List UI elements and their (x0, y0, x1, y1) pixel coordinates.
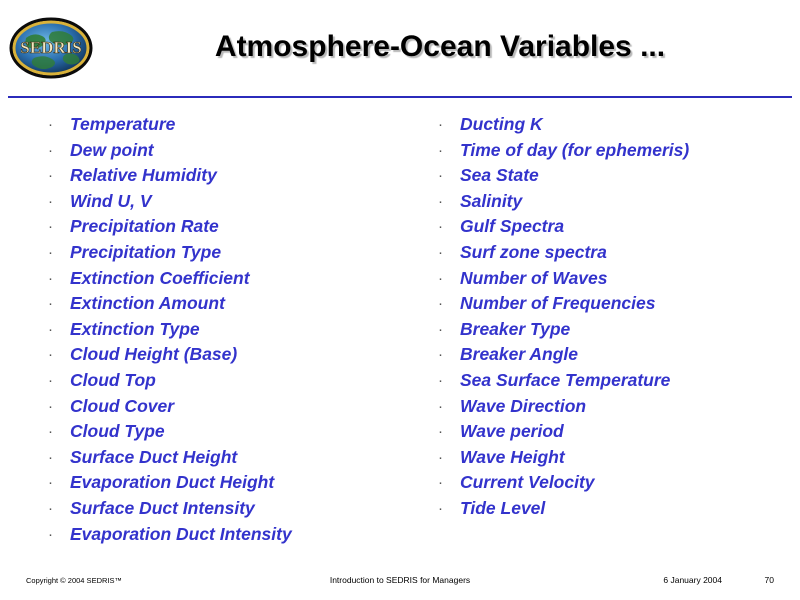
list-item-label: Evaporation Duct Height (70, 472, 275, 493)
list-item-label: Salinity (460, 190, 523, 211)
bullet-icon: · (438, 397, 443, 415)
list-item (430, 240, 790, 266)
bullet-icon: · (48, 499, 53, 517)
list-item-label: Breaker Type (460, 318, 571, 339)
right-bullet-list (430, 112, 790, 522)
bullet-icon: · (48, 141, 53, 159)
list-item-label: Temperature (70, 114, 176, 134)
bullet-icon: · (48, 243, 53, 261)
list-item-label: Precipitation Rate (70, 216, 219, 237)
list-item-label: Ducting K (460, 114, 543, 134)
bullet-icon: · (438, 141, 443, 159)
slide-footer (0, 570, 800, 600)
list-item (430, 368, 790, 394)
list-item (40, 240, 420, 266)
bullet-icon: · (438, 371, 443, 389)
list-item-label: Wave period (460, 421, 564, 442)
list-item-label: Sea State (460, 165, 539, 186)
footer-copyright: Copyright © 2004 SEDRIS™ (26, 576, 122, 585)
bullet-icon: · (48, 116, 53, 133)
list-item (430, 214, 790, 240)
list-item-label: Current Velocity (460, 472, 595, 493)
list-item-label: Wind U, V (70, 190, 152, 211)
list-item-label: Extinction Type (70, 318, 200, 339)
bullet-icon: · (438, 218, 443, 236)
list-item-label: Wave Height (460, 446, 565, 467)
list-item-label: Extinction Amount (70, 293, 225, 314)
list-item-label: Cloud Height (Base) (70, 344, 238, 365)
right-bullet-column (430, 112, 790, 522)
list-item (40, 368, 420, 394)
bullet-icon: · (48, 346, 53, 364)
svg-text:SEDRIS: SEDRIS (20, 38, 82, 57)
list-item-label: Surf zone spectra (460, 241, 607, 262)
slide-header (0, 0, 800, 96)
list-item-label: Gulf Spectra (460, 216, 565, 237)
footer-page-number: 70 (764, 575, 774, 585)
list-item-label: Extinction Coefficient (70, 267, 250, 288)
list-item-label: Relative Humidity (70, 165, 217, 186)
list-item (40, 291, 420, 317)
page-title: Atmosphere-Ocean Variables ... (214, 30, 666, 63)
list-item (430, 419, 790, 445)
list-item (430, 342, 790, 368)
bullet-icon: · (48, 474, 53, 492)
bullet-icon: · (48, 371, 53, 389)
list-item (40, 470, 420, 496)
list-item (40, 214, 420, 240)
bullet-icon: · (48, 167, 53, 185)
list-item-label: Surface Duct Intensity (70, 497, 255, 518)
list-item-label: Evaporation Duct Intensity (70, 523, 292, 544)
bullet-icon: · (438, 295, 443, 313)
sedris-logo-icon (8, 16, 94, 80)
list-item-label: Wave Direction (460, 395, 587, 416)
list-item-label: Cloud Type (70, 421, 165, 442)
list-item (40, 189, 420, 215)
list-item (430, 189, 790, 215)
list-item (430, 445, 790, 471)
bullet-icon: · (438, 269, 443, 287)
list-item (430, 496, 790, 522)
list-item-label: Time of day (for ephemeris) (460, 139, 690, 160)
bullet-icon: · (438, 116, 443, 133)
bullet-icon: · (48, 448, 53, 466)
title-divider (8, 96, 792, 98)
list-item (430, 112, 790, 138)
bullet-icon: · (48, 295, 53, 313)
footer-date: 6 January 2004 (663, 575, 722, 585)
footer-title: Introduction to SEDRIS for Managers (329, 575, 471, 585)
list-item-label: Dew point (70, 139, 154, 160)
bullet-icon: · (438, 423, 443, 441)
list-item-label: Number of Frequencies (460, 293, 656, 314)
left-bullet-list (40, 112, 420, 547)
bullet-icon: · (438, 499, 443, 517)
list-item (430, 317, 790, 343)
list-item (40, 419, 420, 445)
list-item (430, 470, 790, 496)
list-item (40, 163, 420, 189)
bullet-icon: · (438, 448, 443, 466)
bullet-icon: · (438, 243, 443, 261)
list-item (430, 394, 790, 420)
list-item (40, 317, 420, 343)
list-item (40, 138, 420, 164)
bullet-icon: · (48, 218, 53, 236)
list-item (40, 112, 420, 138)
bullet-icon: · (438, 346, 443, 364)
list-item (40, 522, 420, 548)
slide-body (0, 112, 800, 552)
list-item-label: Number of Waves (460, 267, 608, 288)
list-item (430, 138, 790, 164)
bullet-icon: · (48, 192, 53, 210)
list-item-label: Tide Level (460, 497, 546, 518)
bullet-icon: · (438, 320, 443, 338)
list-item (40, 394, 420, 420)
list-item-label: Precipitation Type (70, 241, 222, 262)
left-bullet-column (40, 112, 420, 547)
list-item (430, 291, 790, 317)
list-item (40, 342, 420, 368)
list-item (430, 163, 790, 189)
list-item (40, 445, 420, 471)
bullet-icon: · (48, 397, 53, 415)
list-item-label: Surface Duct Height (70, 446, 238, 467)
list-item-label: Cloud Cover (70, 395, 175, 416)
bullet-icon: · (48, 423, 53, 441)
list-item-label: Sea Surface Temperature (460, 369, 671, 390)
bullet-icon: · (438, 167, 443, 185)
bullet-icon: · (48, 320, 53, 338)
list-item (40, 266, 420, 292)
list-item (430, 266, 790, 292)
bullet-icon: · (438, 474, 443, 492)
list-item-label: Cloud Top (70, 369, 156, 390)
list-item-label: Breaker Angle (460, 344, 579, 365)
bullet-icon: · (438, 192, 443, 210)
list-item (40, 496, 420, 522)
bullet-icon: · (48, 525, 53, 543)
bullet-icon: · (48, 269, 53, 287)
